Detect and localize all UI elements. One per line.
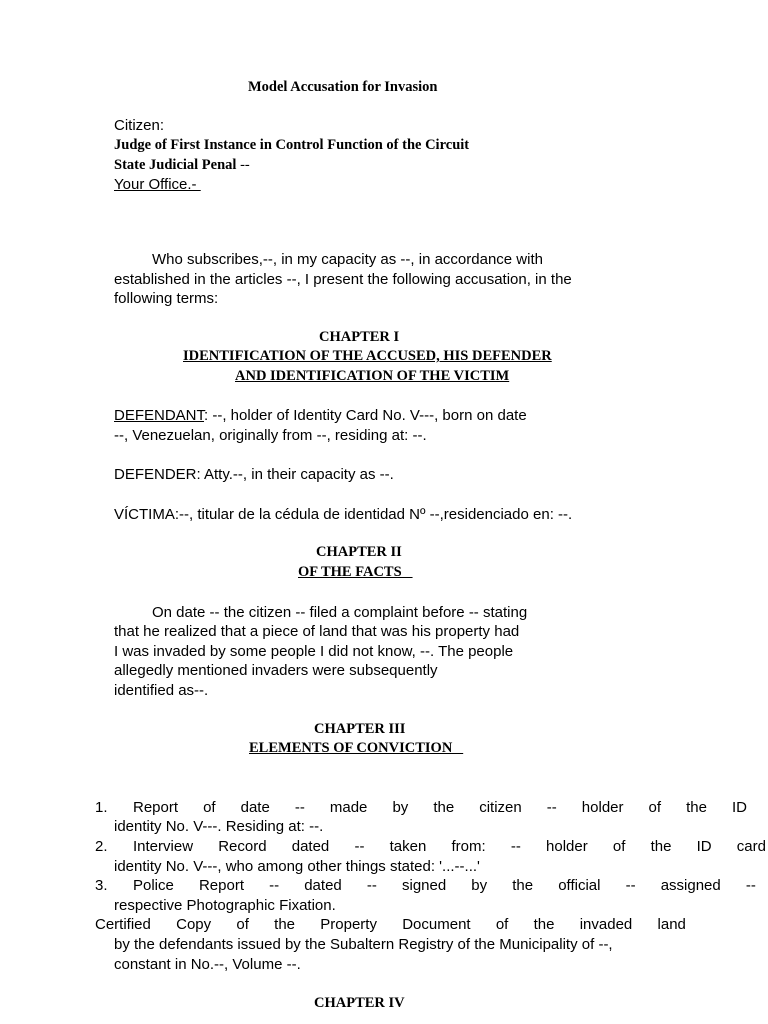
address-line-2-bold: State Judicial Penal <box>114 157 237 173</box>
word: Report <box>133 799 179 816</box>
word: the <box>433 799 455 816</box>
word: by <box>471 877 488 894</box>
certified-line-2: by the defendants issued by the Subaltern Registry of the Municipality of --, <box>114 936 613 953</box>
word: from: <box>451 838 486 855</box>
word: Police <box>133 877 174 894</box>
word: signed <box>401 877 447 894</box>
chapter-2-subheading: OF THE FACTS <box>298 564 413 580</box>
certified-line-1 <box>95 915 686 935</box>
chapter-1-subheading-1: IDENTIFICATION OF THE ACCUSED, HIS DEFENDER <box>183 348 552 364</box>
word: holder <box>546 838 588 855</box>
intro-line-2: established in the articles --, I present the following accusation, in the <box>114 271 572 288</box>
word: -- <box>294 799 305 816</box>
facts-line-3: I was invaded by some people I did not know, --. The people <box>114 643 514 660</box>
word: the <box>533 916 555 933</box>
word: of <box>203 799 216 816</box>
defendant-label: DEFENDANT <box>114 407 205 424</box>
word: Document <box>402 916 471 933</box>
defendant-text: : --, holder of Identity Card No. V---, born on date <box>204 407 527 424</box>
word: ID <box>696 838 712 855</box>
word: holder <box>581 799 624 816</box>
address-line-1: Judge of First Instance in Control Function of the Circuit <box>114 137 470 153</box>
word: assigned <box>660 877 721 894</box>
item-1-text <box>133 798 747 818</box>
item-1-number: 1. <box>95 799 108 816</box>
intro-line-3: following terms: <box>114 290 219 307</box>
word: the <box>274 916 296 933</box>
word: Copy <box>176 916 212 933</box>
chapter-2-heading: CHAPTER II <box>316 544 402 560</box>
word: made <box>329 799 368 816</box>
address-line-2-rest: -- <box>236 157 250 173</box>
victim-line: VÍCTIMA:--, titular de la cédula de identidad Nº --,residenciado en: --. <box>114 506 573 523</box>
defendant-line-1 <box>114 406 527 426</box>
word: date <box>240 799 270 816</box>
item-3-number: 3. <box>95 877 108 894</box>
word: Report <box>198 877 244 894</box>
word: of <box>236 916 249 933</box>
word: -- <box>546 799 557 816</box>
item-2-text <box>133 837 766 857</box>
chapter-1-subheading-2: AND IDENTIFICATION OF THE VICTIM <box>235 368 510 384</box>
item-2-number: 2. <box>95 838 108 855</box>
word: Property <box>320 916 377 933</box>
word: invaded <box>579 916 633 933</box>
chapter-3-subheading: ELEMENTS OF CONVICTION <box>249 740 464 756</box>
word: -- <box>366 877 377 894</box>
word: Interview <box>133 838 194 855</box>
word: Certified <box>95 916 151 933</box>
item-3-text <box>133 876 756 896</box>
chapter-1-heading: CHAPTER I <box>319 329 400 345</box>
word: -- <box>269 877 280 894</box>
defender-line: DEFENDER: Atty.--, in their capacity as --. <box>114 466 394 483</box>
item-2-continuation: identity No. V---, who among other things stated: '...--...' <box>114 858 480 875</box>
item-1-continuation: identity No. V---. Residing at: --. <box>114 818 324 835</box>
word: ID <box>731 799 747 816</box>
word: by <box>392 799 409 816</box>
word: Record <box>218 838 267 855</box>
certified-line-3: constant in No.--, Volume --. <box>114 956 301 973</box>
word: -- <box>510 838 521 855</box>
facts-line-2: that he realized that a piece of land that was his property had <box>114 623 520 640</box>
word: the <box>650 838 672 855</box>
word: -- <box>745 877 756 894</box>
word: official <box>558 877 601 894</box>
word: the <box>512 877 534 894</box>
word: the <box>686 799 707 816</box>
document-title: Model Accusation for Invasion <box>248 79 438 95</box>
address-line-3: Your Office.- <box>114 176 201 193</box>
word: -- <box>625 877 636 894</box>
word: -- <box>354 838 365 855</box>
facts-line-4: allegedly mentioned invaders were subsequently <box>114 662 438 679</box>
facts-line-5: identified as--. <box>114 682 209 699</box>
word: taken <box>389 838 427 855</box>
chapter-4-heading: CHAPTER IV <box>314 995 405 1011</box>
intro-line-1: Who subscribes,--, in my capacity as --, in accordance with <box>152 251 543 268</box>
word: of <box>612 838 626 855</box>
chapter-3-heading: CHAPTER III <box>314 721 406 737</box>
item-3-continuation: respective Photographic Fixation. <box>114 897 336 914</box>
word: land <box>657 916 686 933</box>
address-line-2 <box>114 157 250 174</box>
facts-line-1: On date -- the citizen -- filed a complaint before -- stating <box>152 604 528 621</box>
word: of <box>648 799 662 816</box>
word: dated <box>304 877 342 894</box>
word: of <box>495 916 509 933</box>
word: citizen <box>479 799 522 816</box>
word: dated <box>291 838 330 855</box>
word: card <box>736 838 766 855</box>
address-salutation: Citizen: <box>114 117 165 134</box>
defendant-line-2: --, Venezuelan, originally from --, residing at: --. <box>114 427 427 444</box>
